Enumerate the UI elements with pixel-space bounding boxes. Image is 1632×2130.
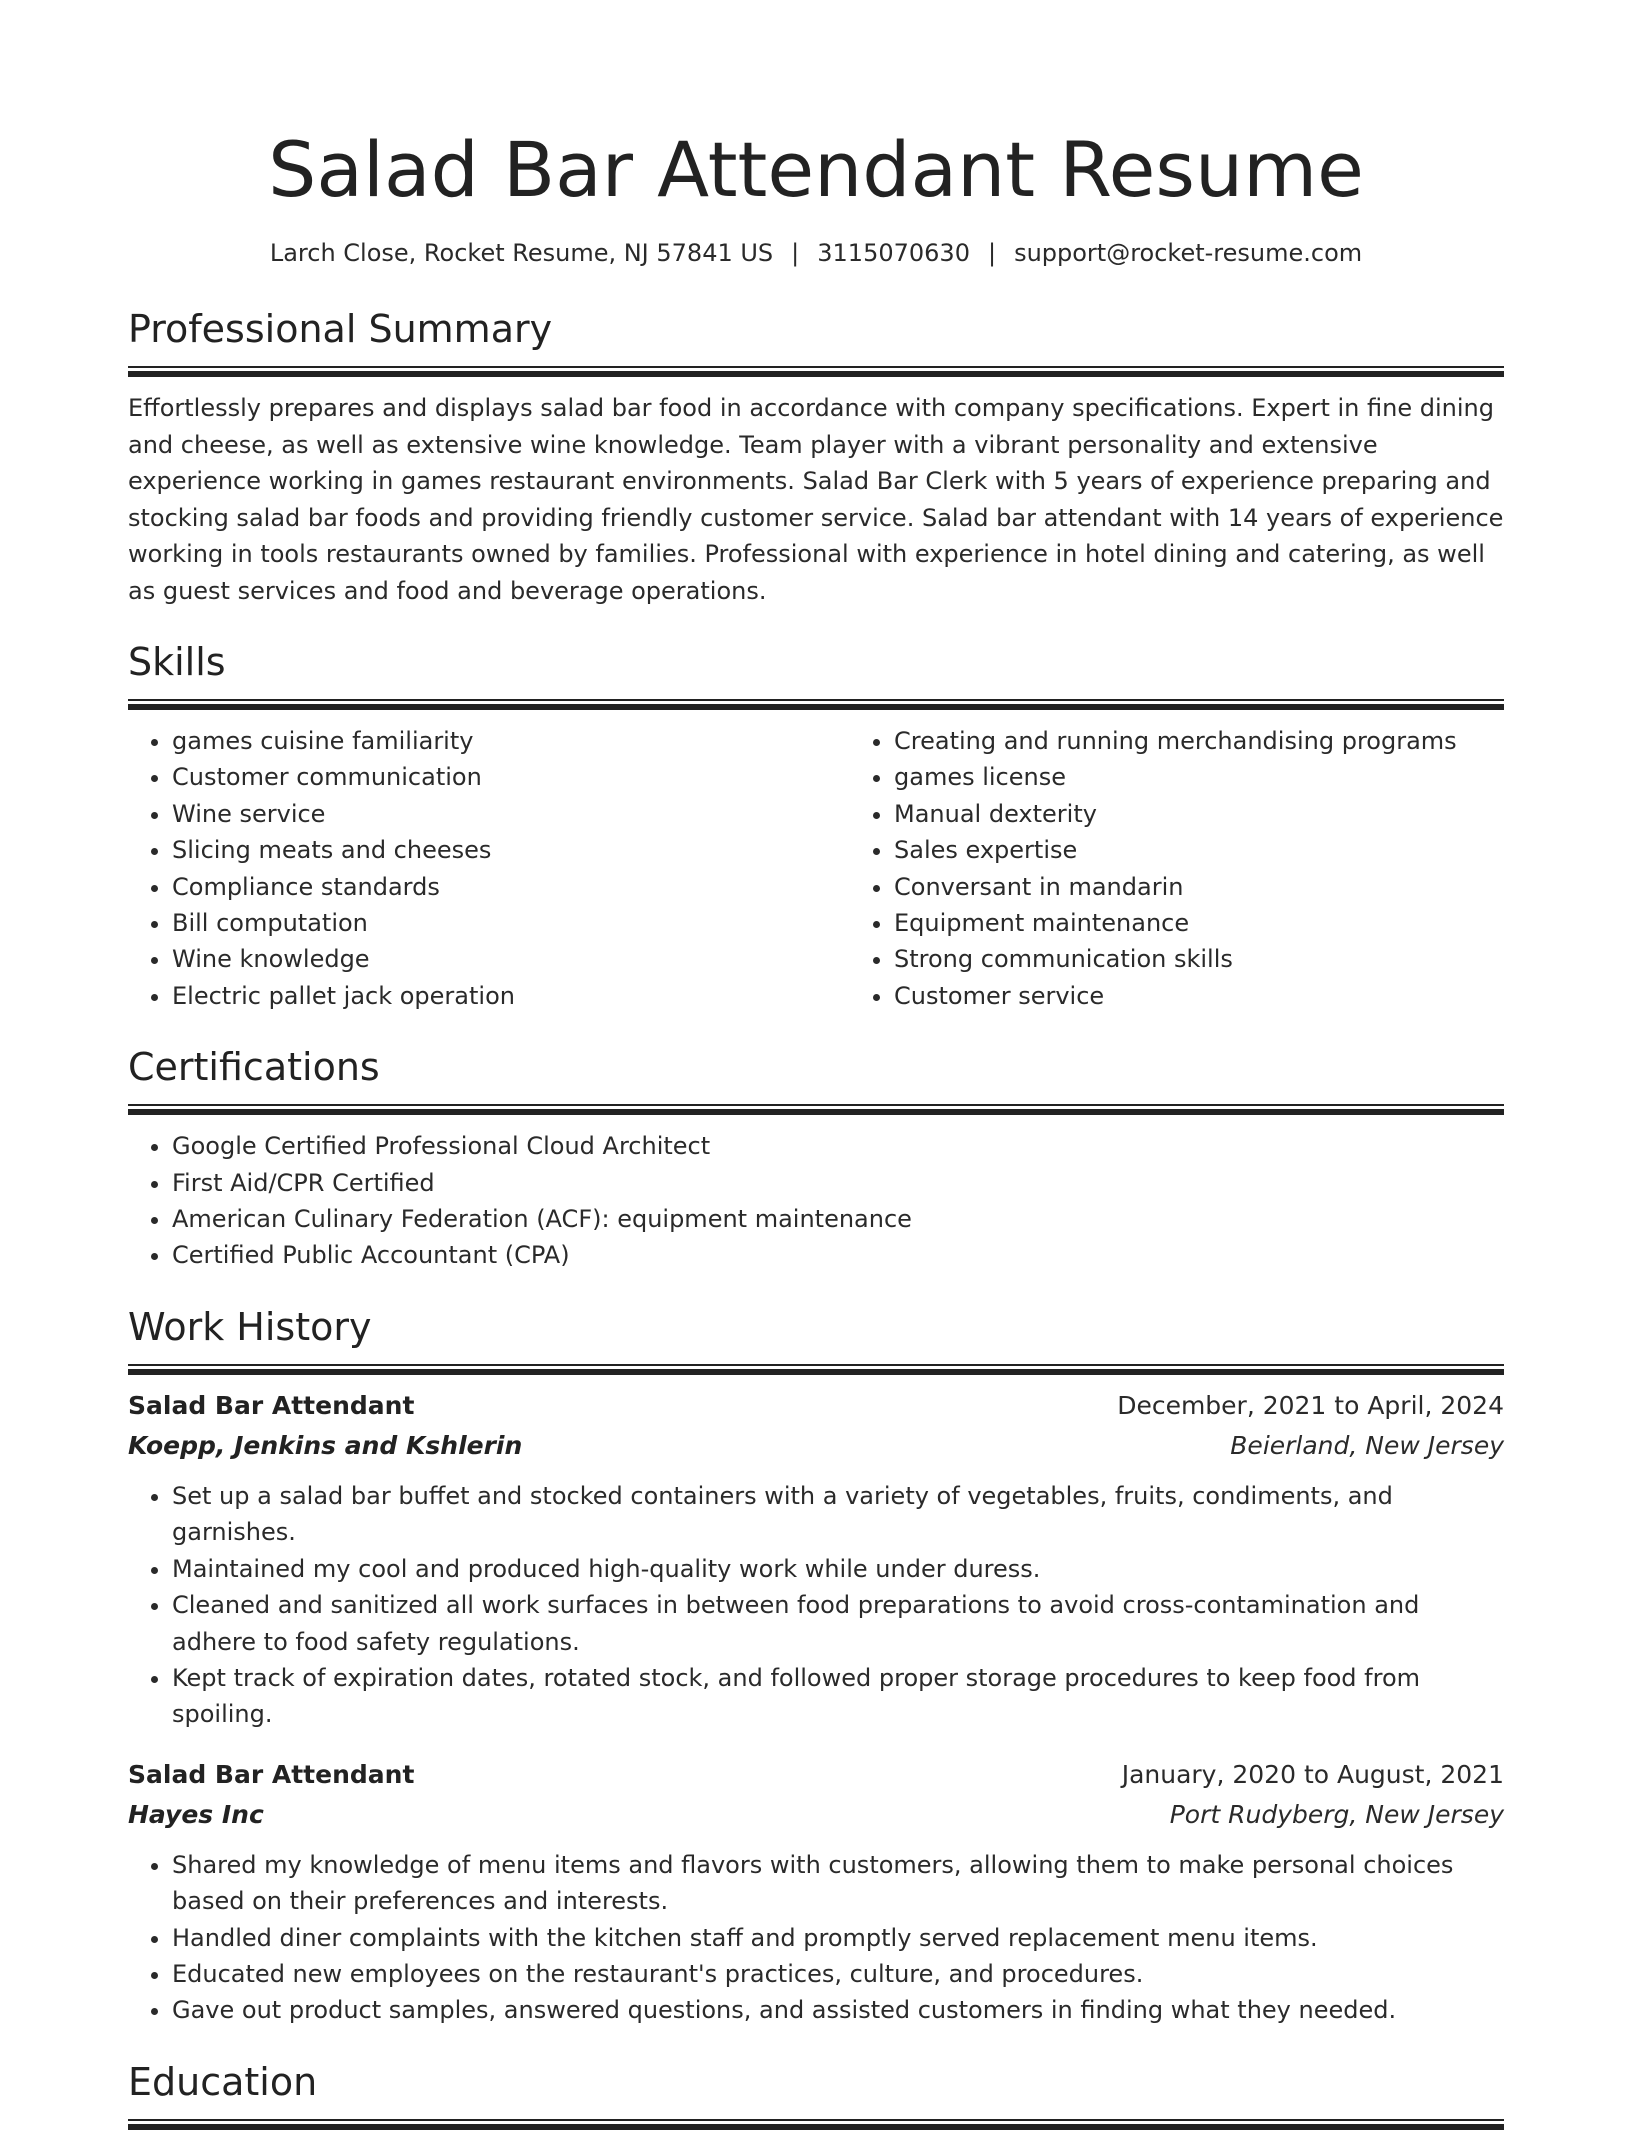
- section-skills: [128, 637, 1504, 1014]
- skill-item: • Sales expertise: [894, 832, 1554, 868]
- job-bullet: • Maintained my cool and produced high-quality work while under duress.: [172, 1551, 1504, 1587]
- job-company-row: [128, 1795, 1504, 1835]
- job-bullet: • Cleaned and sanitized all work surfaces in between food preparations to avoid cross-contamination and adhere to food safety regulations.: [172, 1587, 1504, 1660]
- job-bullets: [128, 1847, 1504, 2029]
- skills-grid: [128, 709, 1504, 1014]
- section-divider: [128, 366, 1504, 376]
- resume-page: [128, 0, 1504, 2129]
- job-bullet: • Educated new employees on the restaurant's practices, culture, and procedures.: [172, 1956, 1504, 1992]
- summary-text: Effortlessly prepares and displays salad bar food in accordance with company specifications. Expert in fine dining and cheese, as well as extensive wine knowledge. Team player with a vibrant personality and extensive experience working in games restaurant environments. Salad Bar Clerk with 5 years of experience preparing and stocking salad bar foods and providing friendly customer service. Salad bar attendant with 14 years of experience working in tools restaurants owned by families. Professional with experience in hotel dining and catering, as well as guest services and food and beverage operations.: [128, 394, 1504, 605]
- section-education: [128, 2057, 1504, 2129]
- skill-item: • Wine knowledge: [172, 941, 804, 977]
- section-title: Skills: [128, 640, 226, 684]
- contact-line: [128, 236, 1504, 270]
- job-company-row: [128, 1426, 1504, 1466]
- job-header-row: [128, 1386, 1504, 1426]
- section-divider: [128, 1104, 1504, 1114]
- skill-item: • Slicing meats and cheeses: [172, 832, 804, 868]
- job-bullet: • Shared my knowledge of menu items and flavors with customers, allowing them to make personal choices based on their preferences and interests.: [172, 1847, 1504, 1920]
- skill-item: • Electric pallet jack operation: [172, 978, 804, 1014]
- certification-item: • First Aid/CPR Certified: [172, 1165, 1504, 1201]
- certifications-list: [128, 1128, 1504, 1274]
- certification-item: • Certified Public Accountant (CPA): [172, 1237, 1504, 1273]
- job-location: Beierland, New Jersey: [1230, 1430, 1504, 1460]
- job-bullets: [128, 1478, 1504, 1733]
- job-bullet: • Kept track of expiration dates, rotated stock, and followed proper storage procedures to keep food from spoiling.: [172, 1660, 1504, 1733]
- skill-item: • games cuisine familiarity: [172, 723, 804, 759]
- job-header-row: [128, 1755, 1504, 1795]
- job-location: Port Rudyberg, New Jersey: [1169, 1799, 1504, 1829]
- contact-address: Larch Close, Rocket Resume, NJ 57841 US: [269, 239, 774, 267]
- job-bullet: • Gave out product samples, answered questions, and assisted customers in finding what they needed.: [172, 1992, 1504, 2028]
- job-company: Koepp, Jenkins and Kshlerin: [128, 1430, 523, 1460]
- job-bullet: • Handled diner complaints with the kitchen staff and promptly served replacement menu items.: [172, 1920, 1504, 1956]
- skill-item: • Wine service: [172, 796, 804, 832]
- skill-item: • Strong communication skills: [894, 941, 1554, 977]
- job-company: Hayes Inc: [128, 1799, 264, 1829]
- job-dates: December, 2021 to April, 2024: [1117, 1390, 1504, 1420]
- skill-item: • Customer service: [894, 978, 1554, 1014]
- certification-item: • Google Certified Professional Cloud Architect: [172, 1128, 1504, 1164]
- skill-item: • Conversant in mandarin: [894, 869, 1554, 905]
- skill-item: • Bill computation: [172, 905, 804, 941]
- job-bullet: • Set up a salad bar buffet and stocked containers with a variety of vegetables, fruits, condiments, and garnishes.: [172, 1478, 1504, 1551]
- skill-item: • Manual dexterity: [894, 796, 1554, 832]
- skill-item: • Customer communication: [172, 759, 804, 795]
- section-divider: [128, 1364, 1504, 1374]
- certification-item: • American Culinary Federation (ACF): equipment maintenance: [172, 1201, 1504, 1237]
- section-title: Certifications: [128, 1045, 380, 1090]
- section-title: Education: [128, 2059, 318, 2104]
- job-title: Salad Bar Attendant: [128, 1390, 415, 1420]
- contact-separator: |: [791, 239, 800, 267]
- job-dates: January, 2020 to August, 2021: [1121, 1759, 1504, 1789]
- section-certifications: [128, 1042, 1504, 1274]
- section-divider: [128, 2119, 1504, 2129]
- section-title: Work History: [128, 1304, 372, 1349]
- section-work-history: [128, 1302, 1504, 2029]
- job-entry: [128, 1755, 1504, 2029]
- skill-item: • Equipment maintenance: [894, 905, 1554, 941]
- contact-phone: 3115070630: [817, 239, 970, 267]
- skill-item: • games license: [894, 759, 1554, 795]
- job-entry: [128, 1386, 1504, 1733]
- skill-item: • Creating and running merchandising programs: [894, 723, 1554, 759]
- section-title: Professional Summary: [128, 307, 553, 351]
- skills-list-left: [128, 723, 804, 1014]
- resume-title: Salad Bar Attendant Resume: [268, 125, 1364, 214]
- contact-email: support@rocket-resume.com: [1014, 239, 1363, 267]
- section-divider: [128, 699, 1504, 709]
- section-professional-summary: [128, 304, 1504, 609]
- skill-item: • Compliance standards: [172, 869, 804, 905]
- job-title: Salad Bar Attendant: [128, 1759, 415, 1789]
- contact-separator: |: [987, 239, 997, 267]
- skills-list-right: [850, 723, 1554, 1014]
